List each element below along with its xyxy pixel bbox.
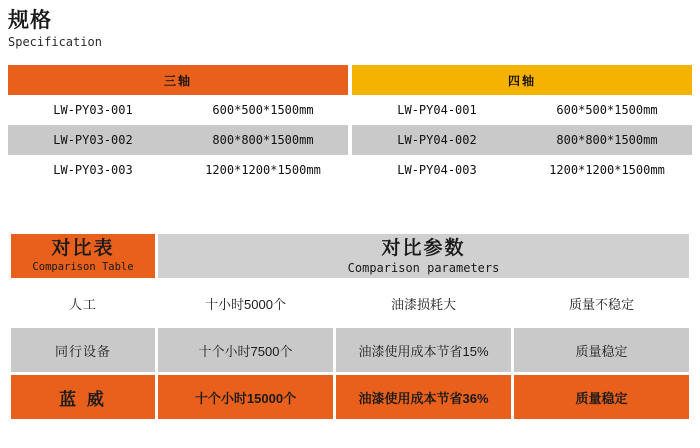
comparison-row-quality: 质量不稳定 bbox=[514, 281, 689, 325]
table-row bbox=[11, 328, 689, 372]
spec-right-size: 1200*1200*1500mm bbox=[522, 155, 692, 185]
comparison-row-paint: 油漆使用成本节省15% bbox=[336, 328, 511, 372]
spec-right-model: LW-PY04-003 bbox=[352, 155, 522, 185]
table-row bbox=[11, 375, 689, 419]
table-row bbox=[8, 155, 692, 185]
spec-left-model: LW-PY03-003 bbox=[8, 155, 178, 185]
spec-right-size: 600*500*1500mm bbox=[522, 95, 692, 125]
spec-left-size: 600*500*1500mm bbox=[178, 95, 348, 125]
comparison-parameters-title-cn: 对比参数 bbox=[381, 237, 466, 259]
comparison-parameters-title bbox=[158, 234, 689, 278]
page-title-en: Specification bbox=[8, 35, 102, 49]
comparison-row-paint: 油漆使用成本节省36% bbox=[336, 375, 511, 419]
specification-table bbox=[8, 65, 692, 185]
page-title-cn: 规格 bbox=[8, 9, 52, 32]
comparison-row-paint: 油漆损耗大 bbox=[336, 281, 511, 325]
comparison-row-output: 十小时5000个 bbox=[158, 281, 333, 325]
spec-left-model: LW-PY03-001 bbox=[8, 95, 178, 125]
table-row bbox=[8, 95, 692, 125]
page-title bbox=[8, 8, 102, 50]
table-row bbox=[8, 125, 692, 155]
comparison-row-output: 十个小时7500个 bbox=[158, 328, 333, 372]
comparison-table-title bbox=[11, 234, 155, 278]
comparison-row-label: 同行设备 bbox=[11, 328, 155, 372]
comparison-parameters-title-en: Comparison parameters bbox=[347, 260, 500, 275]
comparison-header-row bbox=[11, 234, 689, 278]
spec-left-size: 800*800*1500mm bbox=[178, 125, 348, 155]
spec-header-row bbox=[8, 65, 692, 95]
table-row bbox=[11, 281, 689, 325]
spec-left-size: 1200*1200*1500mm bbox=[178, 155, 348, 185]
comparison-row-label: 蓝 威 bbox=[11, 375, 155, 419]
comparison-table-title-cn: 对比表 bbox=[51, 238, 115, 259]
comparison-table bbox=[8, 231, 692, 422]
spec-left-model: LW-PY03-002 bbox=[8, 125, 178, 155]
comparison-row-output: 十个小时15000个 bbox=[158, 375, 333, 419]
comparison-row-quality: 质量稳定 bbox=[514, 375, 689, 419]
spec-header-three-axis: 三轴 bbox=[8, 65, 348, 95]
spec-right-model: LW-PY04-002 bbox=[352, 125, 522, 155]
spec-header-four-axis: 四轴 bbox=[352, 65, 692, 95]
spec-right-size: 800*800*1500mm bbox=[522, 125, 692, 155]
spec-right-model: LW-PY04-001 bbox=[352, 95, 522, 125]
comparison-row-quality: 质量稳定 bbox=[514, 328, 689, 372]
comparison-row-label: 人工 bbox=[11, 281, 155, 325]
comparison-table-title-en: Comparison Table bbox=[32, 261, 134, 273]
